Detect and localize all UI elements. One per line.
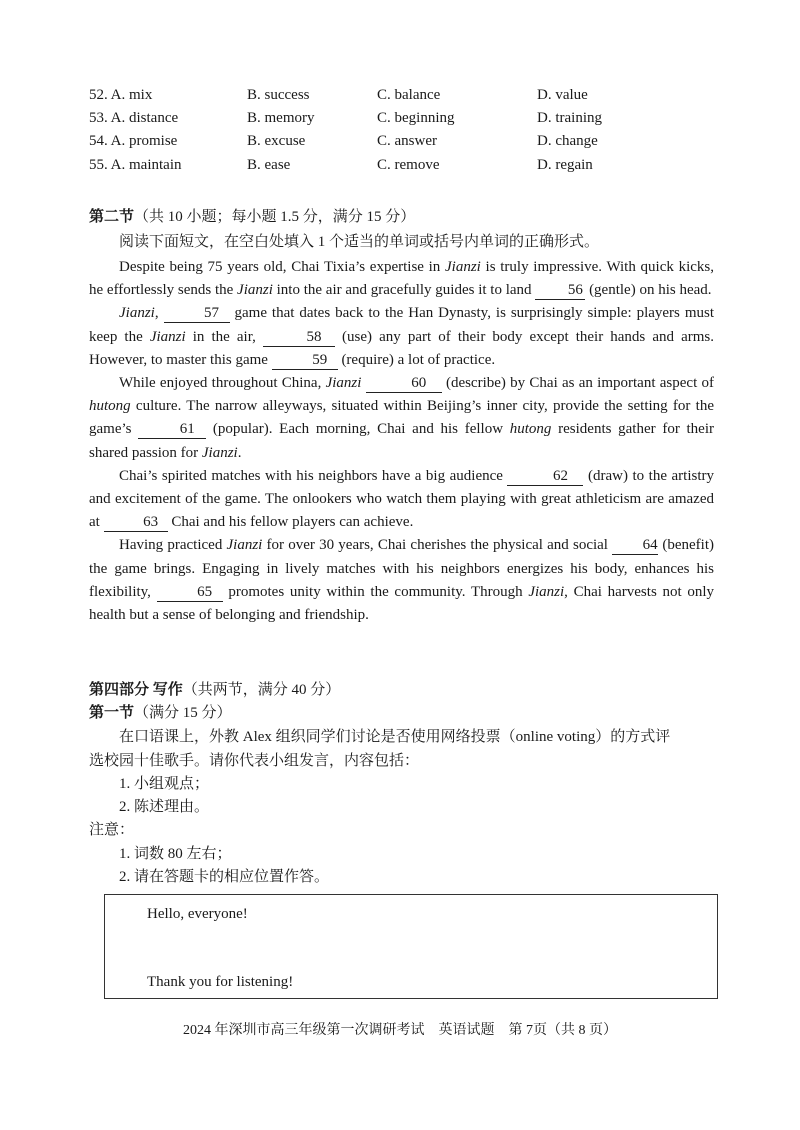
option-d: D. regain — [537, 157, 593, 173]
blank-62: 62 — [507, 467, 583, 486]
answer-opening: Hello, everyone! — [147, 906, 248, 922]
paragraph-5: Having practiced Jianzi for over 30 years, Chai cherishes the physical and social 64 (benefit) the game brings. Engaging in lively matches with his neighbors energizes his body, enhances his flexibility, 65 promotes unity within the community. Through Jianzi, Chai harvests not only health but a sense of belonging and friendship. — [89, 537, 715, 624]
writing-prompt-line2: 选校园十佳歌手。请你代表小组发言，内容包括： — [89, 753, 420, 769]
paragraph-3: While enjoyed throughout China, Jianzi 60 (describe) by Chai as an important aspect of hutong culture. The narrow alleyways, situated within Beijing’s inner city, provide the setting for the game’s 61 (popular). Each morning, Chai and his fellow hutong residents gather for their shared passion for Jianzi. — [89, 375, 715, 461]
prompt-point-2: 2. 陈述理由。 — [119, 799, 210, 815]
section2-info: （共 10 小题；每小题 1.5 分，满分 15 分） — [134, 209, 416, 225]
part4-info: （共两节，满分 40 分） — [182, 682, 341, 698]
prompt-point-1: 1. 小组观点； — [119, 776, 210, 792]
paragraph-1: Despite being 75 years old, Chai Tixia’s expertise in Jianzi is truly impressive. With quick kicks, he effortlessly sends the Jianzi into the air and gracefully guides it to land 56 (gentle) on his head. — [89, 259, 714, 299]
answer-closing: Thank you for listening! — [147, 974, 294, 990]
option-row-53 — [89, 110, 729, 132]
blank-59: 59 — [272, 351, 338, 370]
blank-56: 56 — [535, 281, 585, 300]
note-1: 1. 词数 80 左右； — [119, 846, 232, 862]
option-b: B. ease — [247, 157, 291, 173]
page-footer: 2024 年深圳市高三年级第一次调研考试 英语试题 第 7页（共 8 页） — [183, 1023, 617, 1038]
answer-box — [104, 894, 718, 999]
section1-title: 第一节 — [89, 705, 135, 721]
option-c: C. balance — [377, 87, 441, 103]
part4-title: 第四部分 — [89, 682, 150, 698]
option-b: B. excuse — [247, 133, 306, 149]
option-a: 55. A. maintain — [89, 157, 182, 173]
option-d: D. change — [537, 133, 598, 149]
paragraph-4: Chai’s spirited matches with his neighbors have a big audience 62 (draw) to the artistry and excitement of the game. The onlookers who watch them playing with great athleticism are amazed at 63 Chai and his fellow players can achieve. — [89, 467, 714, 531]
blank-60: 60 — [366, 374, 442, 393]
blank-57: 57 — [164, 304, 230, 323]
option-d: D. training — [537, 110, 602, 126]
blank-65: 65 — [157, 583, 223, 602]
note-label: 注意： — [89, 822, 135, 838]
blank-61: 61 — [138, 420, 206, 439]
option-a: 52. A. mix — [89, 87, 153, 103]
note-2: 2. 请在答题卡的相应位置作答。 — [119, 869, 330, 885]
paragraph-2: Jianzi, 57 game that dates back to the Han Dynasty, is surprisingly simple: players must keep the Jianzi in the air, 58 (use) any part of their body except their hands and arms. However, to master this game 59 (require) a lot of practice. — [89, 305, 714, 368]
blank-58: 58 — [263, 328, 335, 347]
part4-heading — [89, 678, 340, 699]
option-c: C. beginning — [377, 110, 455, 126]
section1-heading — [89, 701, 232, 722]
option-a: 53. A. distance — [89, 110, 179, 126]
option-row-54 — [89, 133, 729, 155]
section1-info: （满分 15 分） — [134, 705, 232, 721]
option-a: 54. A. promise — [89, 133, 178, 149]
option-b: B. success — [247, 87, 310, 103]
option-row-55 — [89, 157, 729, 179]
blank-64: 64 — [612, 536, 658, 555]
option-c: C. remove — [377, 157, 440, 173]
passage — [89, 256, 714, 627]
section2-heading — [89, 205, 415, 226]
part4-name: 写作 — [152, 682, 183, 698]
section2-title: 第二节 — [89, 209, 135, 225]
blank-63: 63 — [104, 513, 168, 532]
option-d: D. value — [537, 87, 588, 103]
option-b: B. memory — [247, 110, 315, 126]
option-c: C. answer — [377, 133, 437, 149]
section2-instruction: 阅读下面短文，在空白处填入 1 个适当的单词或括号内单词的正确形式。 — [119, 234, 600, 250]
writing-prompt-line1: 在口语课上，外教 Alex 组织同学们讨论是否使用网络投票（online voting）的方式评 — [119, 729, 671, 745]
option-row-52 — [89, 87, 729, 109]
